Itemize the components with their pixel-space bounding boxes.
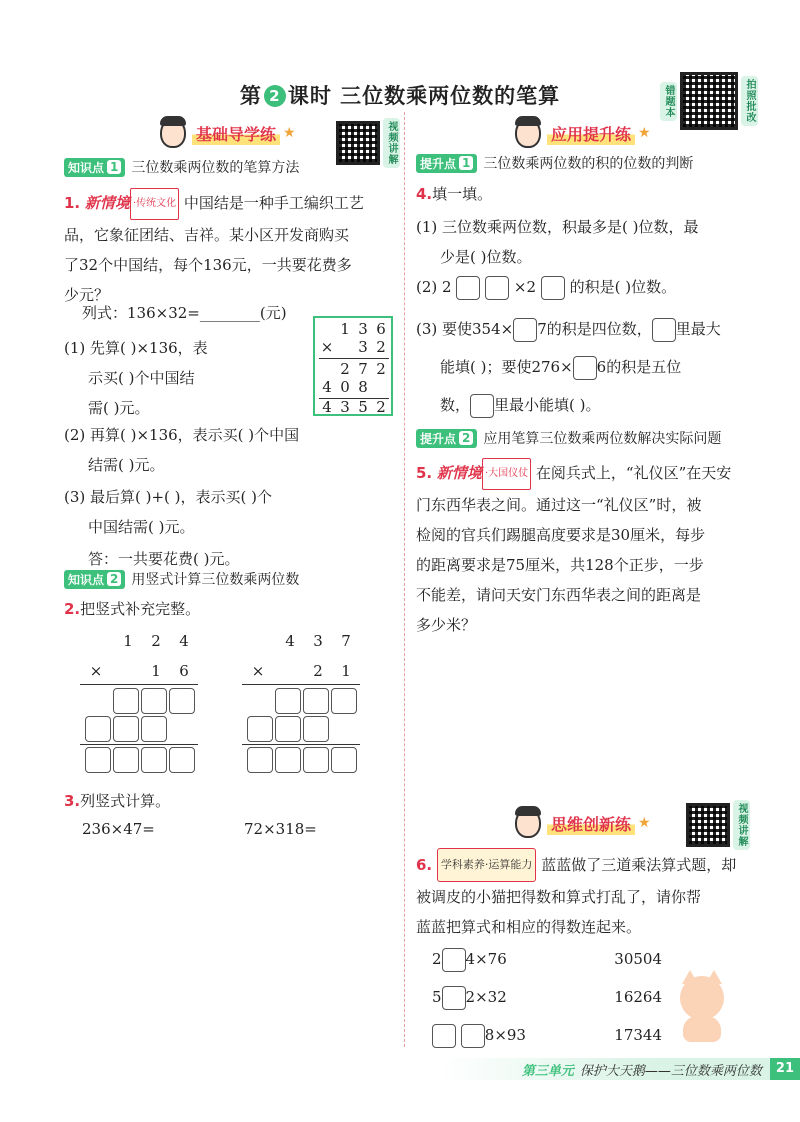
question-2: 2.把竖式补充完整。: [64, 600, 201, 618]
blank-box[interactable]: [113, 716, 139, 742]
cat-icon: [680, 976, 724, 1020]
blank-box[interactable]: [442, 986, 466, 1010]
section-thinking: 思维创新练 ★: [515, 808, 651, 838]
blank-box[interactable]: [541, 276, 565, 300]
question-3: 3.列竖式计算。: [64, 792, 171, 810]
qr-video-left[interactable]: 视频讲解: [336, 118, 400, 168]
column-divider: [404, 112, 405, 1047]
q6-match-rows: [432, 940, 662, 1054]
blank-box[interactable]: [275, 688, 301, 714]
blank-box[interactable]: [442, 948, 466, 972]
qr-code-icon: [680, 72, 738, 130]
kid-face-icon: [160, 118, 186, 148]
improvement-point-2: 提升点 2 应用笔算三位数乘两位数解决实际问题: [416, 428, 721, 448]
blank-box[interactable]: [513, 318, 537, 342]
blank-box[interactable]: [141, 716, 167, 742]
page-footer: 第三单元 保护大天鹅——三位数乘两位数 21: [440, 1058, 800, 1080]
q1-formula: 列式：136×32=________(元): [82, 304, 287, 322]
blank-box[interactable]: [470, 394, 494, 418]
star-icon: ★: [638, 815, 651, 831]
q3-expr-2: 72×318=: [244, 820, 317, 838]
knowledge-point-2: 知识点 2 用竖式计算三位数乘两位数: [64, 569, 299, 589]
blank-box[interactable]: [432, 1024, 456, 1048]
page-title: 第 2 课时 三位数乘两位数的笔算: [239, 84, 561, 108]
q1-vertical-calc: 1 3 6 × 3 2 2 7 2 4 0 8 4 3 5 2: [313, 316, 393, 416]
question-6: 6. 学科素养·运算能力 蓝蓝做了三道乘法算式题，却 被调皮的小猫把得数和算式打乱了，请你帮 蓝蓝把算式和相应的得数连起来。: [416, 848, 756, 942]
blank-box[interactable]: [169, 688, 195, 714]
q4-part2: (2) 2 ×2 的积是( )位数。: [416, 272, 676, 302]
blank-box[interactable]: [141, 747, 167, 773]
match-row: 2 4×76 30504: [432, 940, 662, 978]
qr-right-label: 拍照批改: [741, 76, 758, 126]
blank-box[interactable]: [573, 356, 597, 380]
blank-box[interactable]: [652, 318, 676, 342]
blank-box[interactable]: [85, 747, 111, 773]
blank-box[interactable]: [113, 747, 139, 773]
star-icon: ★: [283, 125, 296, 141]
kid-face-icon: [515, 118, 541, 148]
blank-box[interactable]: [85, 716, 111, 742]
match-row: 8×93 17344: [432, 1016, 662, 1054]
blank-box[interactable]: [247, 716, 273, 742]
section-basic: 基础导学练 ★: [160, 118, 296, 148]
blank-box[interactable]: [275, 716, 301, 742]
cat-illustration: [680, 976, 724, 1042]
qr-code-icon: [336, 121, 380, 165]
q4-body: (1) 三位数乘两位数，积最多是( )位数，最 少是( )位数。: [416, 218, 699, 266]
knowledge-point-1: 知识点 1 三位数乘两位数的笔算方法: [64, 157, 299, 177]
q2-vertical-b: 4 3 7 × 2 1: [242, 632, 362, 777]
q1-part2-3: (2) 再算( )×136，表示买( )个中国 结需( )元。 (3) 最后算( )+( )，表示买( )个 中国结需( )元。 答：一共要花费( )元。: [64, 426, 300, 568]
q1-part1: (1) 先算( )×136，表 示买( )个中国结 需( )元。: [64, 339, 208, 417]
qr-video-right[interactable]: 视频讲解: [686, 800, 750, 850]
question-5: 5. 新情境 ·大国仪仗 在阅兵式上，“礼仪区”在天安 门东西华表之间。通过这一“礼仪区”时，被 检阅的官兵们踢腿高度要求是30厘米，每步 的距离要求是75厘米，共128个正步，一步 不能差，请问天安门东西华表之间的距离是 多少米？: [416, 458, 752, 640]
blank-box[interactable]: [303, 747, 329, 773]
blank-box[interactable]: [275, 747, 301, 773]
q4-part3: (3) 要使354× 7的积是四位数， 里最大 能填( )；要使276× 6的积是五位 数， 里最小能填( )。: [416, 310, 752, 424]
improvement-point-1: 提升点 1 三位数乘两位数的积的位数的判断: [416, 153, 693, 173]
blank-box[interactable]: [331, 747, 357, 773]
section-applied: 应用提升练 ★: [515, 118, 651, 148]
question-4: 4.填一填。: [416, 185, 493, 203]
blank-box[interactable]: [485, 276, 509, 300]
lesson-number-badge: 2: [264, 85, 286, 107]
star-icon: ★: [638, 125, 651, 141]
question-1: 1. 新情境 ·传统文化 中国结是一种手工编织工艺 品，它象征团结、吉祥。某小区开发商购买 了32个中国结，每个136元，一共要花费多 少元？: [64, 188, 396, 310]
blank-box[interactable]: [141, 688, 167, 714]
blank-box[interactable]: [247, 747, 273, 773]
blank-box[interactable]: [113, 688, 139, 714]
qr-code-icon: [686, 803, 730, 847]
qr-left-label: 错题本: [660, 82, 677, 121]
blank-box[interactable]: [303, 688, 329, 714]
blank-box[interactable]: [303, 716, 329, 742]
q3-expr-1: 236×47=: [82, 820, 155, 838]
blank-box[interactable]: [169, 747, 195, 773]
blank-box[interactable]: [331, 688, 357, 714]
blank-box[interactable]: [456, 276, 480, 300]
qr-mistakes[interactable]: [660, 72, 758, 130]
blank-box[interactable]: [461, 1024, 485, 1048]
kid-face-icon: [515, 808, 541, 838]
page-number: 21: [770, 1058, 800, 1080]
q2-vertical-a: 1 2 4 × 1 6: [80, 632, 200, 777]
match-row: 5 2×32 16264: [432, 978, 662, 1016]
